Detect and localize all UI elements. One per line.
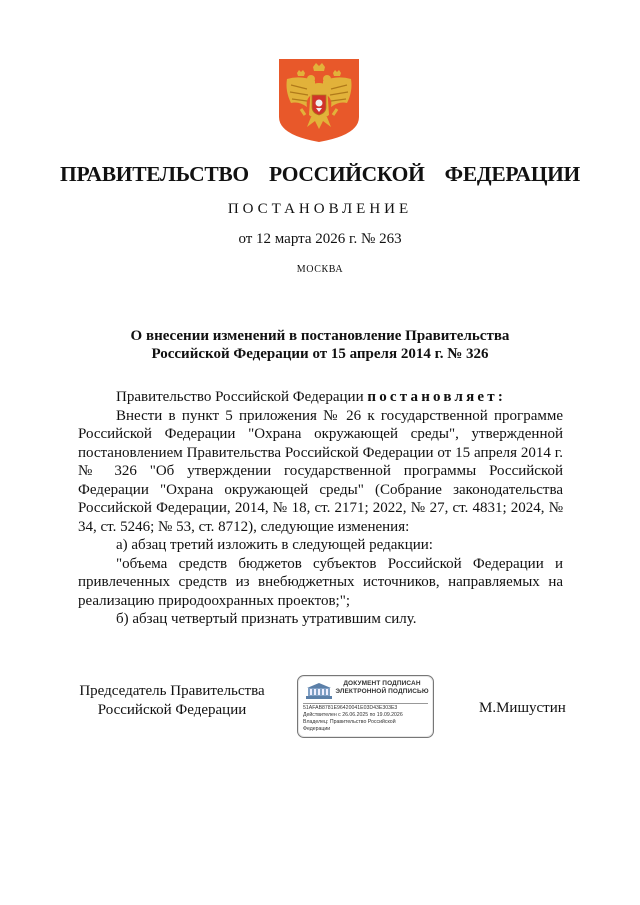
body-paragraph: Внести в пункт 5 приложения № 26 к государственной программе Российской Федерации "Охрана окружающей среды", утвержденной постановлением Правительства Российской Федерации от 15 апреля 2014 г. № 326 "Об утверждении государственной программы Российской Федерации "Охрана окружающей среды" (Собрание законодательства Российской Федерации, 2014, № 18, ст. 2171; 2022, № 27, ст. 4831; 2024, № 34, ст. 5246; № 53, ст. 8712), следующие изменения: (78, 407, 563, 535)
decree-verb: постановляет: (367, 389, 507, 405)
signatory-position (72, 682, 272, 719)
body-quote: "объема средств бюджетов субъектов Российской Федерации и привлеченных средств из внебюджетных источников, направляемых на реализацию природоохранных проектов;"; (78, 555, 563, 609)
stamp-heading-line: ДОКУМЕНТ ПОДПИСАН (343, 680, 421, 687)
document-city: МОСКВА (296, 264, 344, 275)
body-item-b: б) абзац четвертый признать утратившим силу. (116, 611, 417, 627)
government-building-icon (304, 681, 334, 701)
government-title: ПРАВИТЕЛЬСТВО РОССИЙСКОЙ ФЕДЕРАЦИИ (60, 162, 580, 186)
stamp-divider (303, 703, 428, 704)
signatory-name: М.Мишустин (479, 700, 566, 716)
document-body (78, 388, 563, 629)
document-date-number: от 12 марта 2026 г. № 263 (238, 231, 402, 247)
stamp-heading (332, 680, 432, 696)
decree-line (78, 388, 563, 407)
document-type: ПОСТАНОВЛЕНИЕ (227, 201, 413, 217)
subject-line: О внесении изменений в постановление Правительства (130, 328, 510, 344)
position-line: Председатель Правительства (79, 683, 265, 699)
position-line: Российской Федерации (97, 701, 247, 718)
decree-intro: Правительство Российской Федерации (116, 389, 364, 405)
document-subject (100, 327, 540, 363)
body-item-a: а) абзац третий изложить в следующей редакции: (116, 537, 433, 553)
electronic-signature-stamp (297, 675, 434, 738)
stamp-validity: Действителен с 26.06.2025 по 19.09.2026 (303, 711, 403, 718)
stamp-certificate: 51AFAB8781E96420041E03D43E303E3 (303, 705, 398, 711)
coat-of-arms-icon (277, 57, 361, 143)
stamp-details (303, 705, 431, 733)
subject-line: Российской Федерации от 15 апреля 2014 г. № 326 (151, 346, 489, 362)
stamp-owner: Федерации (303, 725, 331, 732)
stamp-heading-line: ЭЛЕКТРОННОЙ ПОДПИСЬЮ (335, 688, 429, 696)
stamp-owner: Владелец: Правительство Российской (303, 718, 396, 725)
